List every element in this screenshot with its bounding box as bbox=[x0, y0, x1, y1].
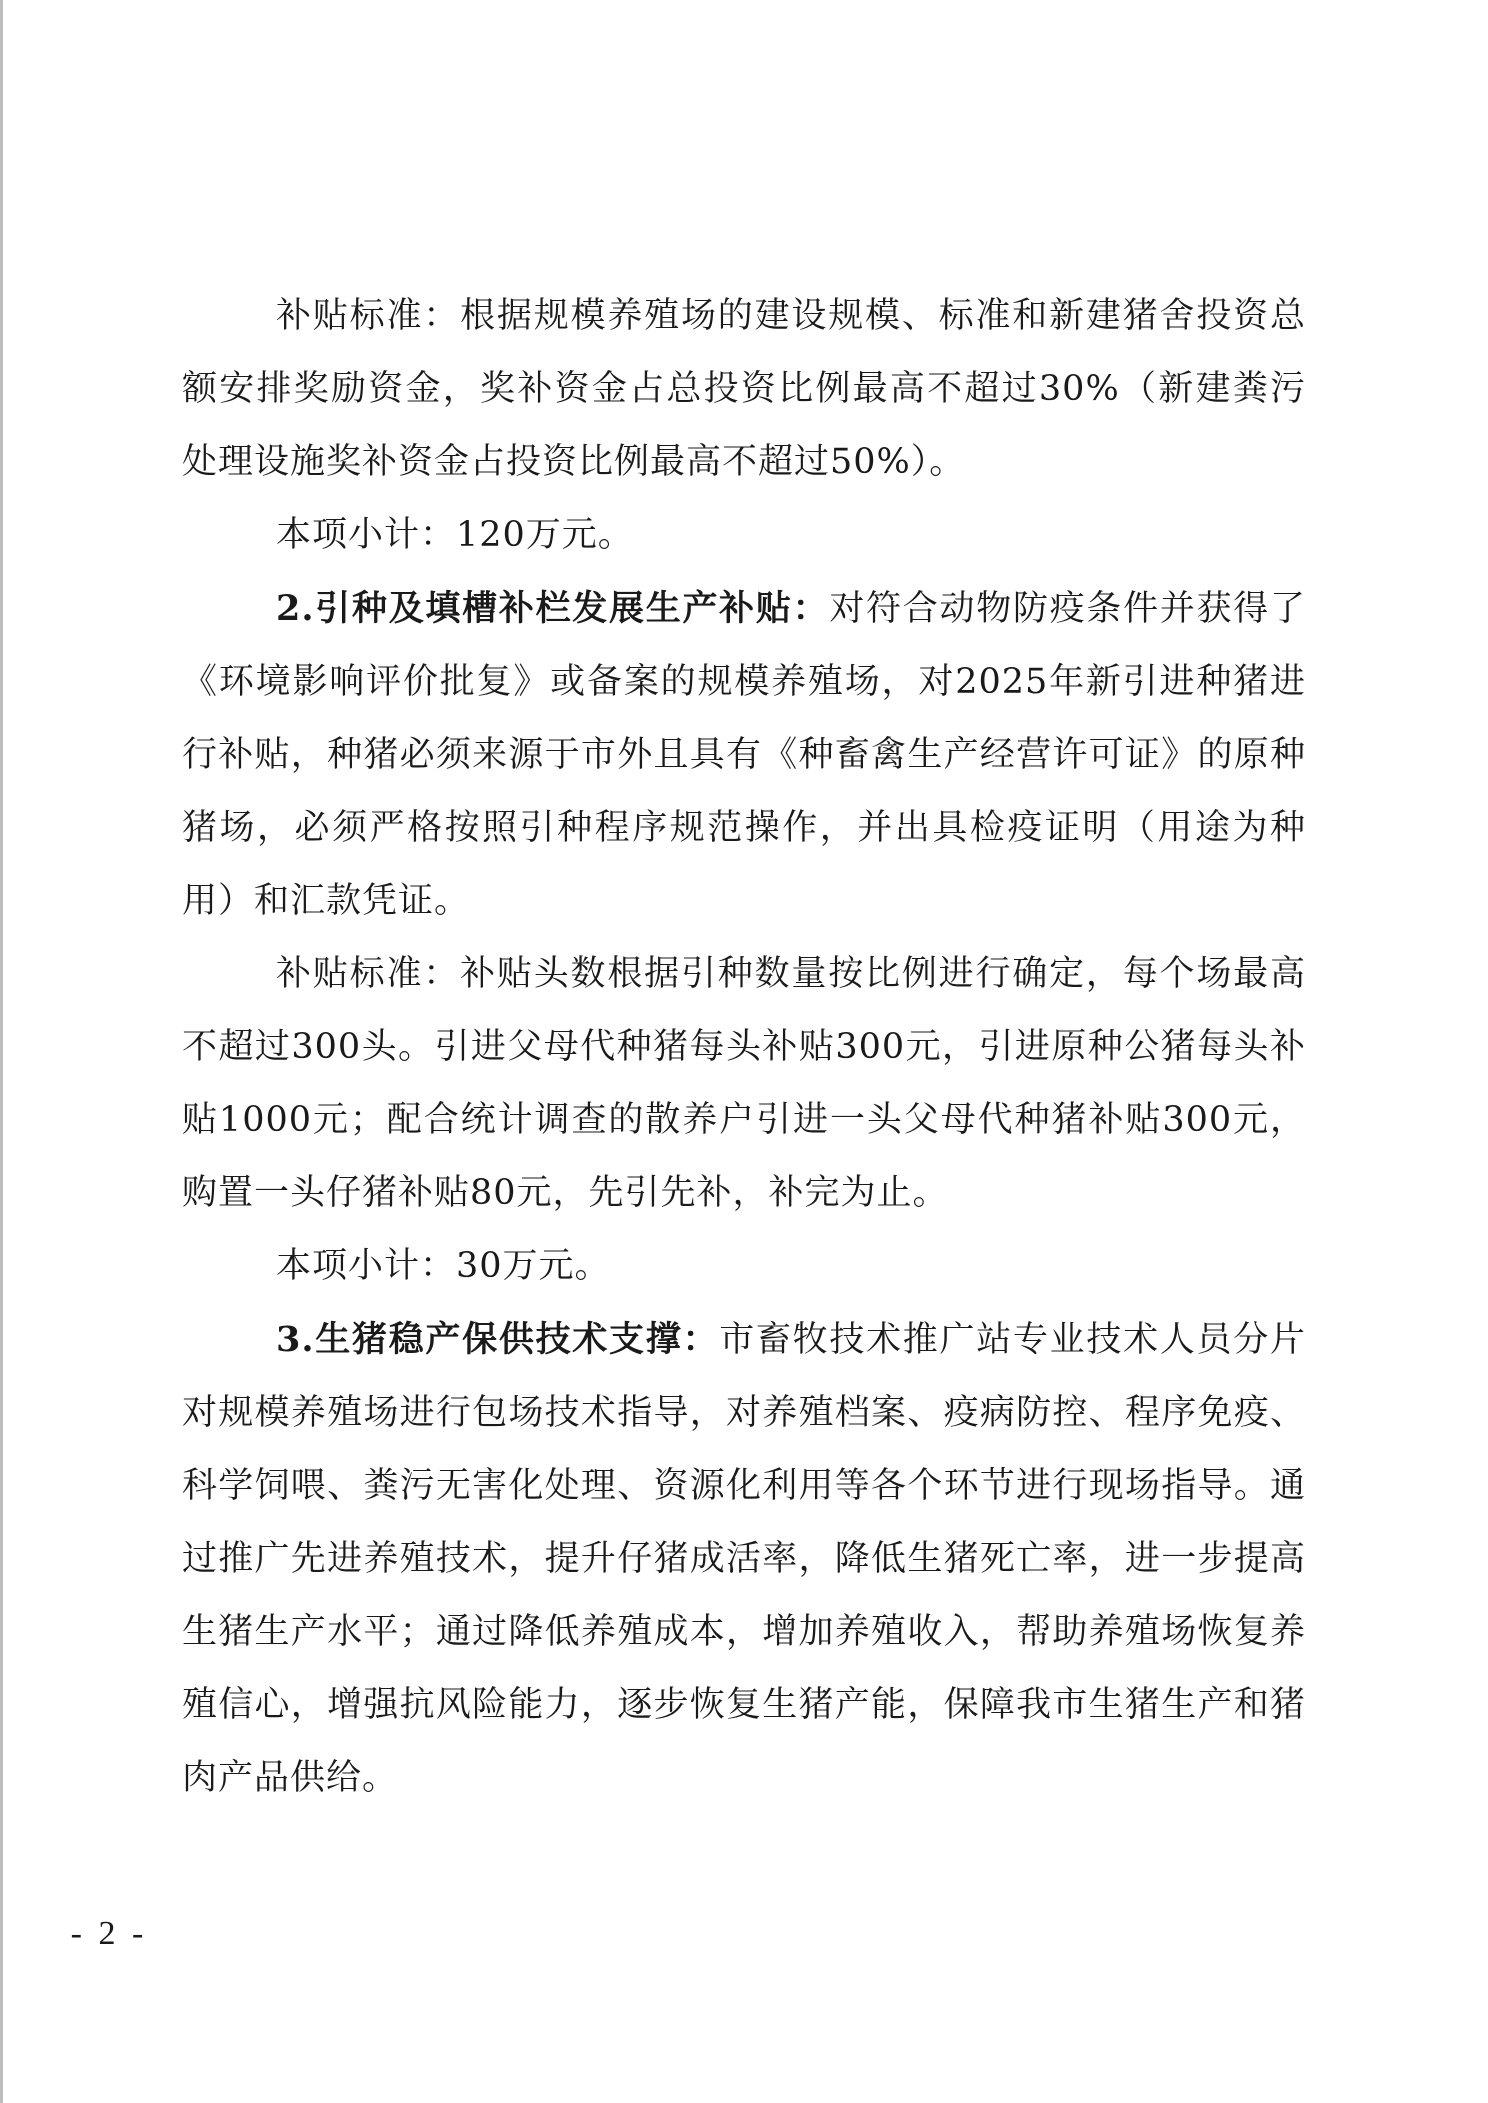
paragraph-text: 补贴标准：补贴头数根据引种数量按比例进行确定，每个场最高不超过300头。引进父母代种猪每头补贴300元，引进原种公猪每头补贴1000元；配合统计调查的散养户引进一头父母代种猪补贴300元，购置一头仔猪补贴80元，先引先补，补完为止。 bbox=[182, 954, 1306, 1213]
section-heading: 3.生猪稳产保供技术支撑： bbox=[276, 1319, 720, 1360]
scan-edge-shadow bbox=[0, 0, 3, 2103]
section-heading: 2.引种及填槽补栏发展生产补贴： bbox=[276, 588, 830, 629]
paragraph-text: 本项小计：120万元。 bbox=[276, 515, 634, 555]
document-body bbox=[182, 280, 1306, 1815]
paragraph-text: 补贴标准：根据规模养殖场的建设规模、标准和新建猪舍投资总额安排奖励资金，奖补资金占总投资比例最高不超过30%（新建粪污处理设施奖补资金占投资比例最高不超过50%）。 bbox=[182, 296, 1306, 482]
paragraph-section-2 bbox=[182, 572, 1306, 938]
paragraph-subsidy-standard-1 bbox=[182, 280, 1306, 499]
page-number: - 2 - bbox=[70, 1915, 148, 1952]
paragraph-subtotal-1 bbox=[182, 499, 1306, 572]
paragraph-text: 对符合动物防疫条件并获得了《环境影响评价批复》或备案的规模养殖场，对2025年新引进种猪进行补贴，种猪必须来源于市外且具有《种畜禽生产经营许可证》的原种猪场，必须严格按照引种程序规范操作，并出具检疫证明（用途为种用）和汇款凭证。 bbox=[182, 589, 1306, 921]
page-number-footer bbox=[0, 1915, 1488, 1953]
paragraph-text: 市畜牧技术推广站专业技术人员分片对规模养殖场进行包场技术指导，对养殖档案、疫病防控、程序免疫、科学饲喂、粪污无害化处理、资源化利用等各个环节进行现场指导。通过推广先进养殖技术，提升仔猪成活率，降低生猪死亡率，进一步提高生猪生产水平；通过降低养殖成本，增加养殖收入，帮助养殖场恢复养殖信心，增强抗风险能力，逐步恢复生猪产能，保障我市生猪生产和猪肉产品供给。 bbox=[182, 1320, 1306, 1798]
paragraph-section-3 bbox=[182, 1303, 1306, 1815]
paragraph-subtotal-2 bbox=[182, 1230, 1306, 1303]
paragraph-text: 本项小计：30万元。 bbox=[276, 1246, 611, 1286]
paragraph-subsidy-standard-2 bbox=[182, 938, 1306, 1230]
